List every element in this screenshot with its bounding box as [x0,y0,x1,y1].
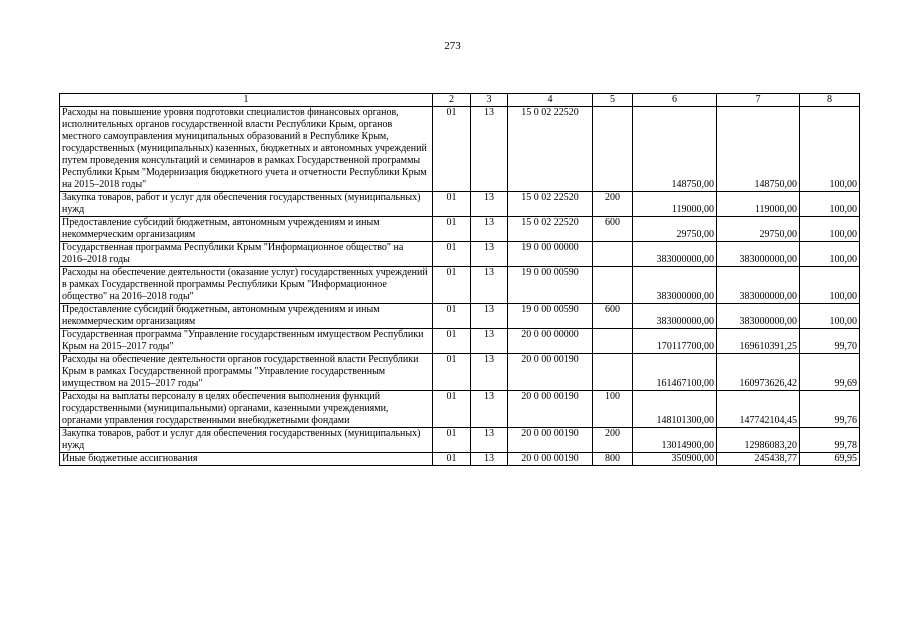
executed-amount-cell: 12986083,20 [717,428,800,453]
target-article-cell: 19 0 00 00000 [508,242,593,267]
approved-amount-cell: 350900,00 [633,453,717,466]
target-article-cell: 20 0 00 00190 [508,453,593,466]
row-name-cell: Государственная программа Республики Крым "Информационное общество" на 2016–2018 годы [60,242,433,267]
execution-percent-cell: 99,78 [800,428,860,453]
executed-amount-cell: 147742104,45 [717,391,800,428]
table-row [60,354,860,391]
row-name-cell: Государственная программа "Управление государственным имуществом Республики Крым на 2015–2017 годы" [60,329,433,354]
expense-type-cell [593,329,633,354]
section-code-cell: 01 [433,192,471,217]
section-code-cell: 01 [433,304,471,329]
budget-table [59,93,860,466]
execution-percent-cell: 69,95 [800,453,860,466]
target-article-cell: 20 0 00 00190 [508,354,593,391]
table-row [60,192,860,217]
subsection-code-cell: 13 [471,428,508,453]
table-row [60,242,860,267]
table-row [60,304,860,329]
row-name-cell: Предоставление субсидий бюджетным, автономным учреждениям и иным некоммерческим организациям [60,217,433,242]
section-code-cell: 01 [433,267,471,304]
row-name-cell: Расходы на обеспечение деятельности органов государственной власти Республики Крым в рамках Государственной программы "Управление государственным имуществом на 2015–2017 годы" [60,354,433,391]
target-article-cell: 20 0 00 00190 [508,391,593,428]
target-article-cell: 15 0 02 22520 [508,107,593,192]
executed-amount-cell: 160973626,42 [717,354,800,391]
target-article-cell: 15 0 02 22520 [508,217,593,242]
table-row [60,391,860,428]
subsection-code-cell: 13 [471,391,508,428]
subsection-code-cell: 13 [471,329,508,354]
approved-amount-cell: 119000,00 [633,192,717,217]
target-article-cell: 19 0 00 00590 [508,304,593,329]
approved-amount-cell: 383000000,00 [633,242,717,267]
approved-amount-cell: 13014900,00 [633,428,717,453]
execution-percent-cell: 100,00 [800,267,860,304]
executed-amount-cell: 119000,00 [717,192,800,217]
table-header-row [60,94,860,107]
executed-amount-cell: 148750,00 [717,107,800,192]
executed-amount-cell: 383000000,00 [717,267,800,304]
row-name-cell: Закупка товаров, работ и услуг для обеспечения государственных (муниципальных) нужд [60,192,433,217]
row-name-cell: Расходы на обеспечение деятельности (оказание услуг) государственных учреждений в рамках Государственной программы Республики Крым "Информационное общество" на 2016–2018 годы" [60,267,433,304]
column-header: 8 [800,94,860,107]
approved-amount-cell: 170117700,00 [633,329,717,354]
table-row [60,107,860,192]
execution-percent-cell: 100,00 [800,217,860,242]
expense-type-cell: 200 [593,428,633,453]
subsection-code-cell: 13 [471,217,508,242]
subsection-code-cell: 13 [471,453,508,466]
execution-percent-cell: 100,00 [800,192,860,217]
execution-percent-cell: 99,76 [800,391,860,428]
page-number: 273 [444,40,461,52]
target-article-cell: 19 0 00 00590 [508,267,593,304]
approved-amount-cell: 29750,00 [633,217,717,242]
subsection-code-cell: 13 [471,107,508,192]
section-code-cell: 01 [433,107,471,192]
executed-amount-cell: 29750,00 [717,217,800,242]
execution-percent-cell: 100,00 [800,304,860,329]
section-code-cell: 01 [433,242,471,267]
execution-percent-cell: 99,70 [800,329,860,354]
approved-amount-cell: 148101300,00 [633,391,717,428]
row-name-cell: Предоставление субсидий бюджетным, автономным учреждениям и иным некоммерческим организациям [60,304,433,329]
approved-amount-cell: 148750,00 [633,107,717,192]
expense-type-cell: 600 [593,304,633,329]
approved-amount-cell: 161467100,00 [633,354,717,391]
section-code-cell: 01 [433,391,471,428]
column-header: 4 [508,94,593,107]
table-row [60,428,860,453]
target-article-cell: 20 0 00 00000 [508,329,593,354]
subsection-code-cell: 13 [471,242,508,267]
executed-amount-cell: 383000000,00 [717,242,800,267]
expense-type-cell [593,354,633,391]
section-code-cell: 01 [433,217,471,242]
expense-type-cell: 100 [593,391,633,428]
section-code-cell: 01 [433,329,471,354]
row-name-cell: Расходы на повышение уровня подготовки специалистов финансовых органов, исполнительных органов государственной власти Республики Крым, органов местного самоуправления муниципальных образований в Республике Крым, государственных (муниципальных) казенных, бюджетных и автономных учреждений путем проведения консультаций и семинаров в рамках Государственной программы Республики Крым "Модернизация бюджетного учета и отчетности Республики Крым на 2015–2018 годы" [60,107,433,192]
target-article-cell: 15 0 02 22520 [508,192,593,217]
column-header: 1 [60,94,433,107]
table-row [60,217,860,242]
expense-type-cell [593,107,633,192]
column-header: 6 [633,94,717,107]
table-row [60,329,860,354]
expense-type-cell: 800 [593,453,633,466]
subsection-code-cell: 13 [471,304,508,329]
execution-percent-cell: 99,69 [800,354,860,391]
executed-amount-cell: 169610391,25 [717,329,800,354]
subsection-code-cell: 13 [471,192,508,217]
table-row [60,453,860,466]
subsection-code-cell: 13 [471,267,508,304]
execution-percent-cell: 100,00 [800,242,860,267]
column-header: 3 [471,94,508,107]
row-name-cell: Расходы на выплаты персоналу в целях обеспечения выполнения функций государственными (муниципальными) органами, казенными учреждениями, органами управления государственными внебюджетными фондами [60,391,433,428]
table-row [60,267,860,304]
row-name-cell: Закупка товаров, работ и услуг для обеспечения государственных (муниципальных) нужд [60,428,433,453]
section-code-cell: 01 [433,453,471,466]
approved-amount-cell: 383000000,00 [633,267,717,304]
target-article-cell: 20 0 00 00190 [508,428,593,453]
section-code-cell: 01 [433,428,471,453]
expense-type-cell: 600 [593,217,633,242]
section-code-cell: 01 [433,354,471,391]
row-name-cell: Иные бюджетные ассигнования [60,453,433,466]
subsection-code-cell: 13 [471,354,508,391]
column-header: 2 [433,94,471,107]
expense-type-cell [593,267,633,304]
expense-type-cell [593,242,633,267]
executed-amount-cell: 383000000,00 [717,304,800,329]
execution-percent-cell: 100,00 [800,107,860,192]
executed-amount-cell: 245438,77 [717,453,800,466]
column-header: 5 [593,94,633,107]
expense-type-cell: 200 [593,192,633,217]
column-header: 7 [717,94,800,107]
approved-amount-cell: 383000000,00 [633,304,717,329]
